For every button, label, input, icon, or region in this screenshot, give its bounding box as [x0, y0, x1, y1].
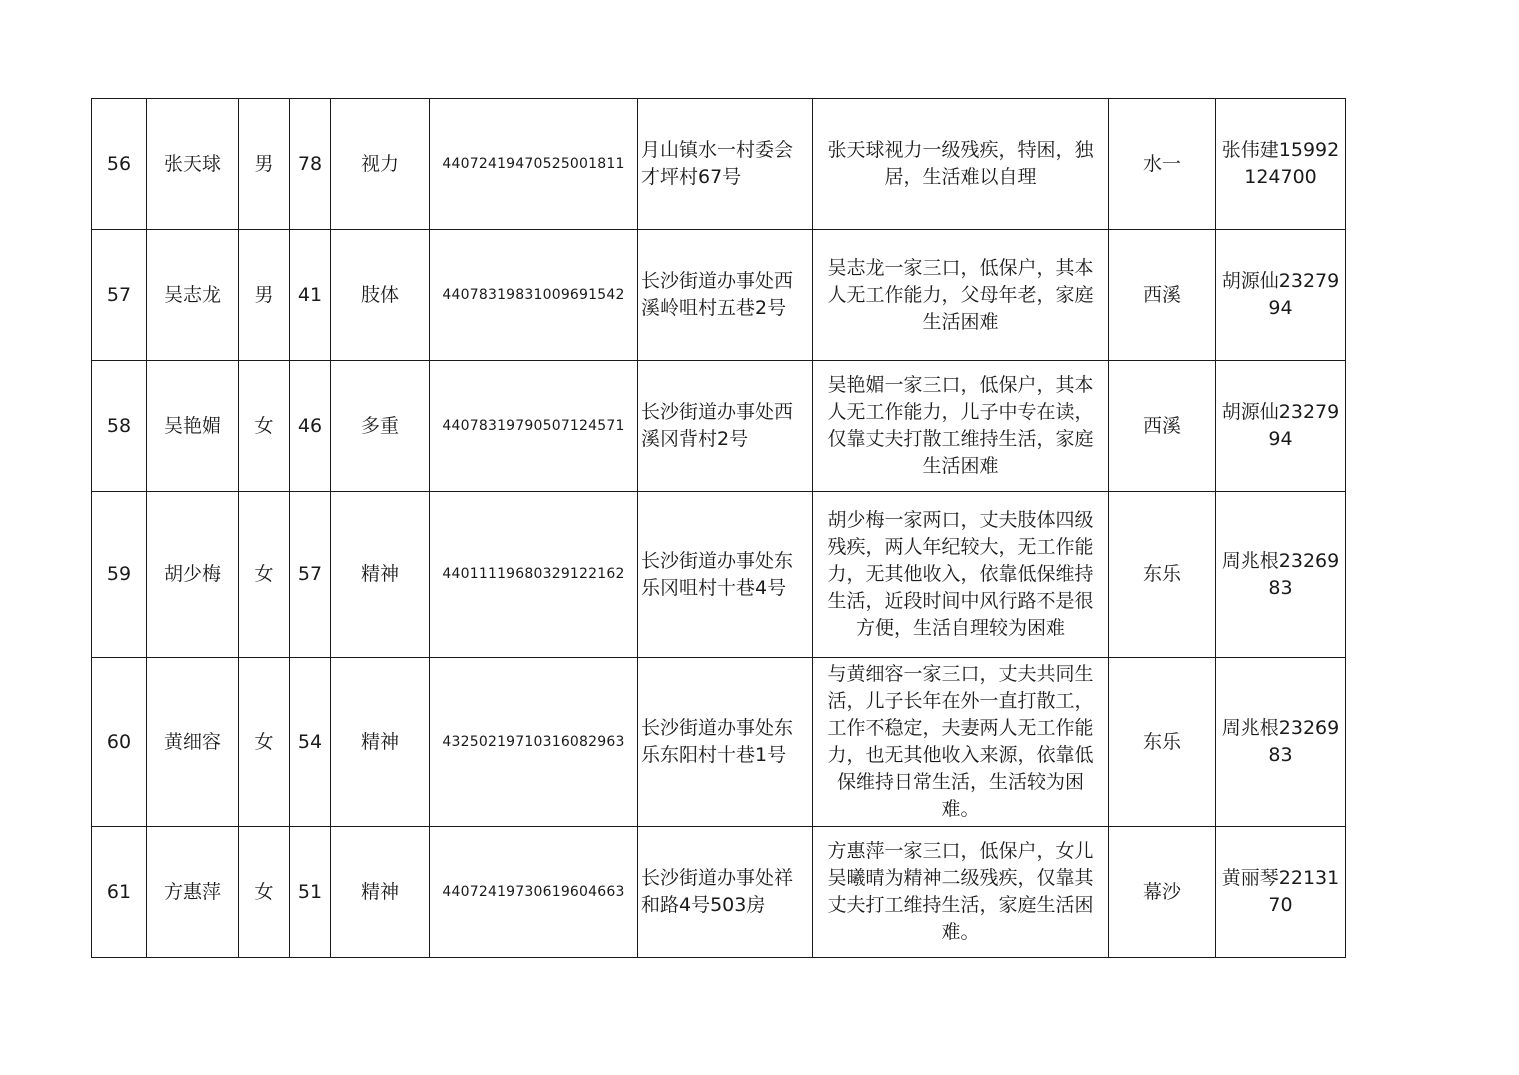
area-cell: 西溪	[1109, 361, 1216, 492]
name-cell: 黄细容	[147, 658, 239, 827]
document-page	[91, 98, 1346, 958]
area-cell: 西溪	[1109, 230, 1216, 361]
disability-type-cell: 视力	[331, 99, 430, 230]
id-number-cell: 440111196803291221​62	[430, 492, 638, 658]
gender-cell: 女	[239, 827, 290, 958]
row-number-cell: 57	[92, 230, 147, 361]
situation-cell: 胡少梅一家两口，丈夫肢体四级残疾，两人年纪较大，无工作能力，无其他收入，依靠低保维持生活，近段时间中风行路不是很方便，生活自理较为困难	[813, 492, 1109, 658]
name-cell: 胡少梅	[147, 492, 239, 658]
name-cell: 方惠萍	[147, 827, 239, 958]
row-number-cell: 61	[92, 827, 147, 958]
id-number-cell: 440724197306196046​63	[430, 827, 638, 958]
assistance-roster-table	[91, 98, 1346, 958]
table-row	[92, 827, 1346, 958]
contact-cell: 周兆根2326983	[1216, 492, 1346, 658]
gender-cell: 女	[239, 492, 290, 658]
row-number-cell: 60	[92, 658, 147, 827]
area-cell: 水一	[1109, 99, 1216, 230]
table-row	[92, 230, 1346, 361]
age-cell: 46	[290, 361, 331, 492]
situation-cell: 吴艳媚一家三口，低保户，其本人无工作能力，儿子中专在读，仅靠丈夫打散工维持生活，家庭生活困难	[813, 361, 1109, 492]
address-cell: 长沙街道办事处西溪岭咀村五巷2号	[638, 230, 813, 361]
age-cell: 57	[290, 492, 331, 658]
table-row	[92, 658, 1346, 827]
table-row	[92, 99, 1346, 230]
row-number-cell: 56	[92, 99, 147, 230]
contact-cell: 周兆根2326983	[1216, 658, 1346, 827]
age-cell: 51	[290, 827, 331, 958]
name-cell: 吴志龙	[147, 230, 239, 361]
area-cell: 东乐	[1109, 492, 1216, 658]
disability-type-cell: 肢体	[331, 230, 430, 361]
disability-type-cell: 精神	[331, 658, 430, 827]
contact-cell: 黄丽琴2213170	[1216, 827, 1346, 958]
id-number-cell: 432502197103160829​63	[430, 658, 638, 827]
gender-cell: 女	[239, 658, 290, 827]
address-cell: 长沙街道办事处东乐东阳村十巷1号	[638, 658, 813, 827]
age-cell: 41	[290, 230, 331, 361]
table-row	[92, 361, 1346, 492]
situation-cell: 与黄细容一家三口，丈夫共同生活，儿子长年在外一直打散工，工作不稳定，夫妻两人无工作能力，也无其他收入来源，依靠低保维持日常生活，生活较为困难。	[813, 658, 1109, 827]
age-cell: 54	[290, 658, 331, 827]
age-cell: 78	[290, 99, 331, 230]
contact-cell: 张伟建15992124700	[1216, 99, 1346, 230]
name-cell: 张天球	[147, 99, 239, 230]
situation-cell: 张天球视力一级残疾，特困，独居，生活难以自理	[813, 99, 1109, 230]
situation-cell: 吴志龙一家三口，低保户，其本人无工作能力，父母年老，家庭生活困难	[813, 230, 1109, 361]
row-number-cell: 58	[92, 361, 147, 492]
id-number-cell: 440724194705250018​11	[430, 99, 638, 230]
gender-cell: 男	[239, 99, 290, 230]
gender-cell: 男	[239, 230, 290, 361]
situation-cell: 方惠萍一家三口，低保户，女儿吴曦晴为精神二级残疾，仅靠其丈夫打工维持生活，家庭生活困难。	[813, 827, 1109, 958]
disability-type-cell: 精神	[331, 827, 430, 958]
roster-body	[92, 99, 1346, 958]
address-cell: 长沙街道办事处祥和路4号503房	[638, 827, 813, 958]
address-cell: 长沙街道办事处西溪冈背村2号	[638, 361, 813, 492]
contact-cell: 胡源仙2327994	[1216, 361, 1346, 492]
name-cell: 吴艳媚	[147, 361, 239, 492]
table-row	[92, 492, 1346, 658]
row-number-cell: 59	[92, 492, 147, 658]
area-cell: 东乐	[1109, 658, 1216, 827]
address-cell: 月山镇水一村委会才坪村67号	[638, 99, 813, 230]
disability-type-cell: 精神	[331, 492, 430, 658]
disability-type-cell: 多重	[331, 361, 430, 492]
id-number-cell: 440783197905071245​71	[430, 361, 638, 492]
contact-cell: 胡源仙2327994	[1216, 230, 1346, 361]
gender-cell: 女	[239, 361, 290, 492]
id-number-cell: 440783198310096915​42	[430, 230, 638, 361]
area-cell: 幕沙	[1109, 827, 1216, 958]
address-cell: 长沙街道办事处东乐冈咀村十巷4号	[638, 492, 813, 658]
